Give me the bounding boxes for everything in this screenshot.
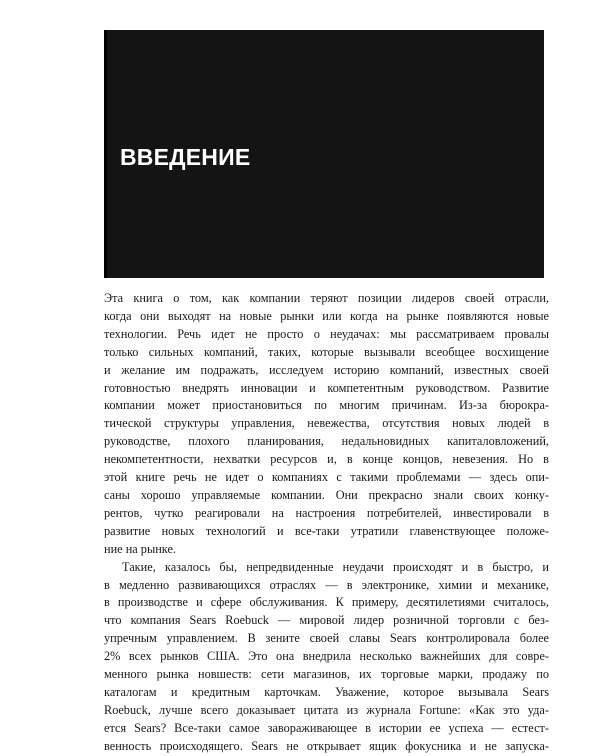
text-line: Такие, казалось бы, непредвиденные неудачи происходят и в быстро, и (122, 559, 549, 574)
text-line: развитие новых технологий и все-таки утратили главенствующее положе- (104, 523, 549, 538)
text-line: что компания Sears Roebuck — мировой лидер розничной торговли с без- (104, 613, 549, 628)
text-line: саны хорошо управляемые компании. Они прекрасно знали своих конку- (104, 487, 549, 502)
text-line: в производстве и сфере обслуживания. К примеру, десятилетиями считалось, (104, 595, 549, 610)
text-line: Эта книга о том, как компании теряют позиции лидеров своей отрасли, (104, 291, 549, 305)
text-line: рентов, чутко реагировали на настроения потребителей, инвестировали в (104, 505, 549, 520)
text-line: в медленно развивающихся отраслях — в электронике, химии и механике, (104, 577, 549, 592)
text-line: венность происходящего. Sears не открывает ящик фокусника и не запуска- (104, 738, 549, 753)
text-line: только сильных компаний, таких, которые вызывали всеобщее восхищение (104, 344, 549, 359)
text-line: и желание им подражать, исследуем историю компаний, известных своей (104, 362, 549, 377)
text-line: менного рынка новшеств: сети магазинов, их торговые марки, продажу по (104, 667, 549, 682)
chapter-title: ВВЕДЕНИЕ (120, 144, 251, 170)
text-line: готовностью внедрять инновации и компетентным руководством. Развитие (104, 380, 549, 395)
text-line: каталогам и кредитным карточкам. Уважение, которое вызывала Sears (104, 684, 549, 699)
text-line: Roebuck, лучше всего доказывает цитата из журнала Fortune: «Как это уда- (104, 702, 549, 717)
text-line: когда они выходят на новые рынки или когда на рынке появляются новые (104, 308, 549, 323)
text-line: тической структуры управления, невежества, отсутствия новых людей в (104, 416, 549, 431)
text-line: упречным управлением. В зените своей славы Sears контролировала более (104, 631, 549, 646)
chapter-header-rule (104, 30, 107, 278)
text-line: компании может приостановиться по многим причинам. Из-за бюрокра- (104, 398, 549, 413)
text-line: ние на рынке. (104, 541, 176, 556)
text-line: некомпетентности, нехватки ресурсов и, в конце концов, невезения. Но в (104, 452, 549, 467)
text-line: ется Sears? Все-таки самое завораживающее в истории ее успеха — естест- (104, 720, 549, 735)
text-line: этой книге речь не идет о компаниях с такими проблемами — здесь опи- (104, 470, 549, 485)
text-line: 2% всех рынков США. Это она внедрила несколько важнейших для совре- (104, 649, 549, 664)
text-line: руководстве, плохого планирования, недальновидных капиталовложений, (104, 434, 549, 449)
body-text (104, 290, 549, 756)
text-line: технологии. Речь идет не просто о неудачах: мы рассматриваем провалы (104, 326, 549, 341)
